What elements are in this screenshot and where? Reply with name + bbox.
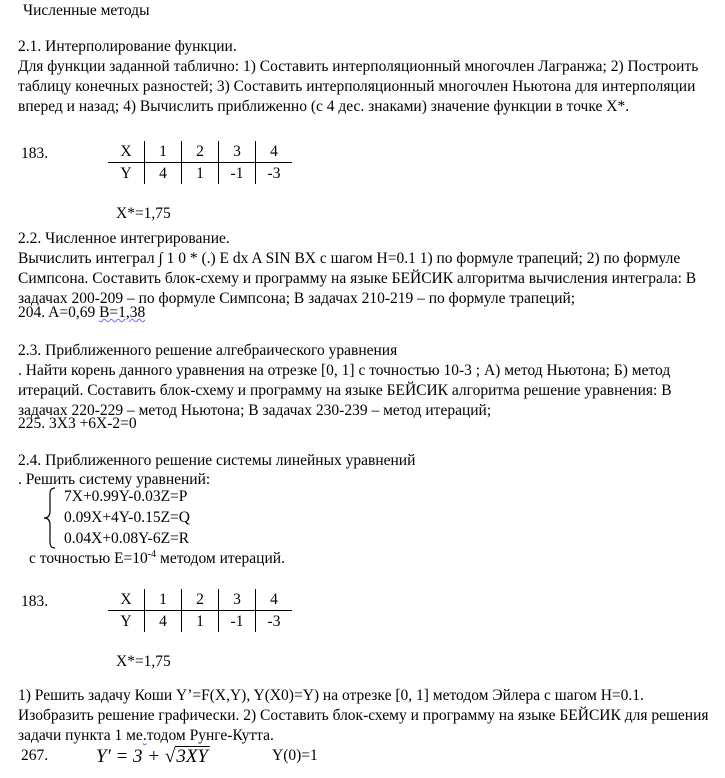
accuracy-suffix: методом итераций. [156,550,285,567]
section-2-5-text [18,686,713,746]
table-cell: 3 [219,141,256,163]
section-2-4-table [108,589,292,632]
section-2-4-xstar: X*=1,75 [116,653,171,670]
section-2-2-variant [18,303,145,323]
section-2-1-variant: 183. [21,145,49,162]
table-cell: 4 [145,163,182,185]
variant-a: 204. A=0,69 [18,304,96,321]
table-cell: 4 [256,589,293,611]
section-2-1-text: Для функции заданной таблично: 1) Составить интерполяционный многочлен Лагранжа; 2) Построить таблицу конечных разностей; 3) Составить интерполяционный многочлен Ньютона для интерполяции вперед и назад; 4) Вычислить приближенно (с 4 дес. знаками) значение функции в точке X*. [18,58,699,115]
table-y-label: Y [120,164,132,182]
section-2-1-xstar: X*=1,75 [116,205,171,222]
initial-condition: Y(0)=1 [272,747,318,764]
equation-1: 7X+0.99Y-0.03Z=P [64,488,188,505]
doc-title: Численные методы [23,2,150,19]
table-cell: 1 [182,611,219,633]
table-cell: -3 [256,611,293,633]
equation-2: 0.09X+4Y-0.15Z=Q [64,509,190,526]
table-cell: 4 [145,611,182,633]
table-cell: -1 [219,163,256,185]
system-brace-icon [43,487,57,549]
section-2-2-heading: 2.2. Численное интегрирование. [18,230,230,247]
table-x-label: X [108,589,145,611]
section-2-4-variant: 183. [21,593,49,610]
table-cell: 1 [145,141,182,163]
formula-lhs: Y′ = 3 + [96,746,165,767]
sqrt-icon: √ [164,746,176,767]
accuracy-prefix: с точностью E=10 [29,550,148,567]
table-cell: 4 [256,141,293,163]
equation-3: 0.04X+0.08Y-6Z=R [64,530,190,547]
section-2-4-accuracy [29,549,285,569]
table-y-label: Y [120,612,132,630]
section-2-5-variant: 267. [21,747,49,764]
table-cell: 2 [182,141,219,163]
table-cell: 1 [182,163,219,185]
section-2-3-variant: 225. 3X3 +6X-2=0 [18,415,137,432]
section-2-2-text: Вычислить интеграл ∫ 1 0 * (.) E dx A SIN BX с шагом H=0.1 1) по формуле трапеций; 2) по формуле Симпсона. Составить блок-схему и программу на языке БЕЙСИК алгоритма вычисления интеграла: В задачах 200-209 – по формуле Симпсона; В задачах 210-219 – по формуле трапеций; [18,250,697,307]
table-x-label: X [108,141,145,163]
table-cell: 1 [145,589,182,611]
table-cell: 2 [182,589,219,611]
section-2-3-text: . Найти корень данного уравнения на отрезке [0, 1] с точностью 10-3 ; А) метод Ньютона; Б) метод итераций. Составить блок-схему и программу на языке БЕЙСИК алгоритма решение уравнения: В задачах 220-229 – метод Ньютона; В задачах 230-239 – метод итераций; [18,362,672,419]
section-2-4-heading: 2.4. Приближенного решение системы линейных уравнений [18,452,416,469]
section-2-4-intro: . Решить систему уравнений: [18,471,211,488]
section-2-3-heading: 2.3. Приближенного решение алгебраического уравнения [18,342,398,359]
variant-b: B=1,38 [99,304,146,321]
cauchy-text-break: . [142,727,147,744]
table-cell: 3 [219,589,256,611]
table-cell: -3 [256,163,293,185]
cauchy-text-end: тодом Рунге-Кутта. [146,727,274,744]
ode-formula [96,746,210,767]
formula-radicand: 3XY [176,746,208,767]
section-2-1-table [108,141,292,184]
cauchy-text: 1) Решить задачу Коши Y’=F(X,Y), Y(X0)=Y) на отрезке [0, 1] методом Эйлера с шагом H=0.1. Изобразить решение графически. 2) Составить блок-схему и программу на языке БЕЙСИК для решения задачи пункта 1 ме [18,687,709,744]
table-cell: -1 [219,611,256,633]
section-2-1-heading: 2.1. Интерполирование функции. [18,38,237,55]
accuracy-exponent: -4 [147,549,157,560]
